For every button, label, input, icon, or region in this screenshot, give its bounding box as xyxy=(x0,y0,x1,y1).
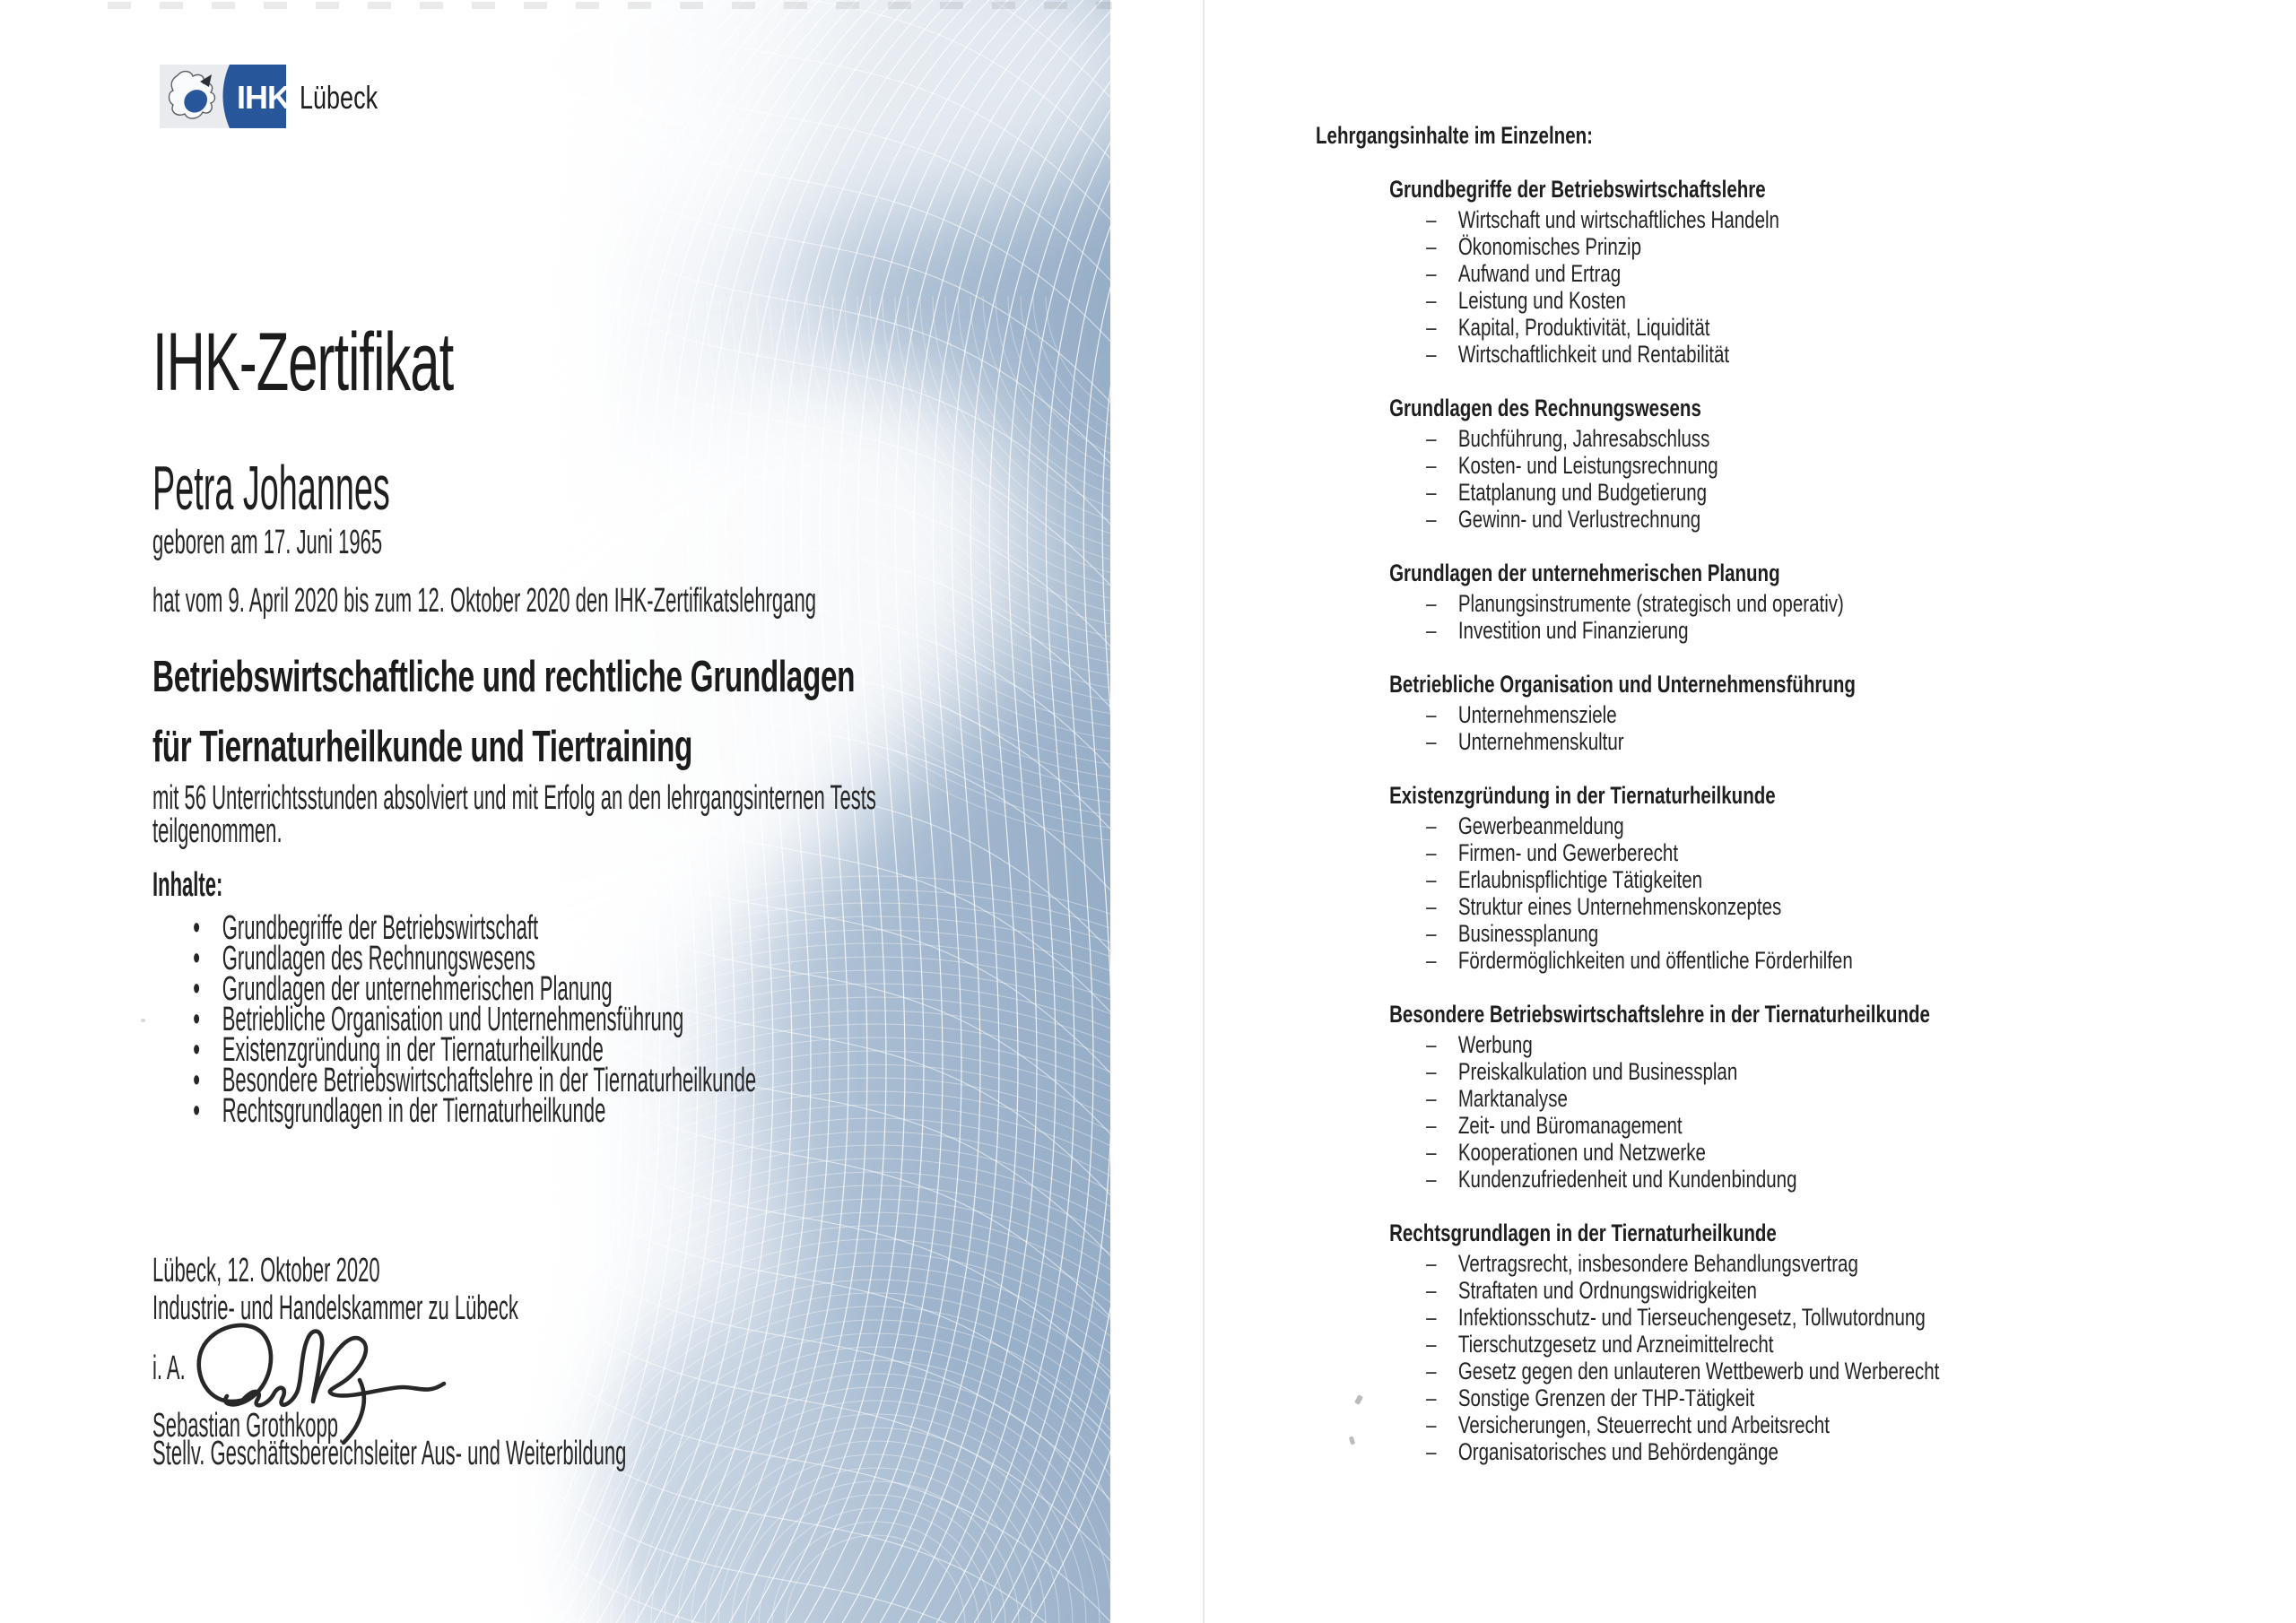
dash-icon: – xyxy=(1426,617,1437,644)
list-item xyxy=(152,970,756,1008)
dash-icon: – xyxy=(1426,728,1437,755)
list-item xyxy=(1316,1031,2296,1058)
list-item xyxy=(1316,812,2296,839)
list-item xyxy=(1316,866,2296,893)
list-item xyxy=(1316,1411,2296,1438)
completion-line: teilgenommen. xyxy=(152,812,283,850)
dash-icon: – xyxy=(1426,812,1437,839)
list-item-label: Wirtschaft und wirtschaftliches Handeln xyxy=(1457,206,1779,233)
bullet-icon: • xyxy=(193,970,200,1008)
list-item-label: Kooperationen und Netzwerke xyxy=(1457,1139,1706,1166)
dash-icon: – xyxy=(1426,1358,1437,1384)
list-item xyxy=(1316,314,2296,341)
list-item-label: Gesetz gegen den unlauteren Wettbewerb und Werberecht xyxy=(1457,1358,1940,1384)
dash-icon: – xyxy=(1426,1411,1437,1438)
list-item xyxy=(1316,1166,2296,1193)
list-item xyxy=(1316,341,2296,368)
list-item-label: Infektionsschutz- und Tierseuchengesetz, Tollwutordnung xyxy=(1457,1304,1926,1331)
list-item xyxy=(1316,1085,2296,1112)
list-item xyxy=(1316,1358,2296,1384)
signer-role: Stellv. Geschäftsbereichsleiter Aus- und Weiterbildung xyxy=(152,1435,627,1472)
signature-prefix: i. A. xyxy=(152,1350,186,1387)
list-item xyxy=(1316,1250,2296,1277)
list-item xyxy=(1316,1438,2296,1465)
dash-icon: – xyxy=(1426,314,1437,341)
list-item-label: Aufwand und Ertrag xyxy=(1457,260,1622,287)
scan-artifact-top xyxy=(108,2,1112,9)
list-item-label: Kundenzufriedenheit und Kundenbindung xyxy=(1457,1166,1797,1193)
bullet-icon: • xyxy=(193,909,200,947)
course-title-line: für Tiernaturheilkunde und Tiertraining xyxy=(152,723,692,771)
list-item-label: Businessplanung xyxy=(1457,920,1599,947)
page-edge-line xyxy=(1203,0,1205,1623)
list-item-label: Sonstige Grenzen der THP-Tätigkeit xyxy=(1457,1384,1755,1411)
dash-icon: – xyxy=(1426,233,1437,260)
list-item-label: Etatplanung und Budgetierung xyxy=(1457,479,1708,506)
list-item-label: Marktanalyse xyxy=(1457,1085,1568,1112)
list-item-label: Ökonomisches Prinzip xyxy=(1457,233,1641,260)
logo-abbr: IHK xyxy=(237,79,286,116)
bullet-icon: • xyxy=(193,1092,200,1130)
list-item-label: Existenzgründung in der Tiernaturheilkunde xyxy=(222,1031,604,1069)
list-item xyxy=(1316,233,2296,260)
section-heading: Rechtsgrundlagen in der Tiernaturheilkunde xyxy=(1389,1219,1777,1246)
list-item-label: Firmen- und Gewerberecht xyxy=(1457,839,1679,866)
dash-icon: – xyxy=(1426,452,1437,479)
list-item-label: Betriebliche Organisation und Unternehmensführung xyxy=(222,1001,684,1038)
list-item xyxy=(1316,1304,2296,1331)
list-item xyxy=(1316,452,2296,479)
course-contents-sections xyxy=(1316,176,2296,1465)
section-heading: Existenzgründung in der Tiernaturheilkunde xyxy=(1389,782,1776,809)
dash-icon: – xyxy=(1426,1166,1437,1193)
dash-icon: – xyxy=(1426,479,1437,506)
list-item-label: Werbung xyxy=(1457,1031,1533,1058)
list-item xyxy=(1316,728,2296,755)
logo-region-label: Lübeck xyxy=(300,79,378,116)
list-item xyxy=(152,1092,756,1130)
dash-icon: – xyxy=(1426,260,1437,287)
list-item xyxy=(152,1031,756,1069)
list-item-label: Preiskalkulation und Businessplan xyxy=(1457,1058,1738,1085)
bullet-icon: • xyxy=(193,1031,200,1069)
section-heading: Grundlagen des Rechnungswesens xyxy=(1389,395,1701,421)
list-item xyxy=(1316,617,2296,644)
list-item xyxy=(1316,1112,2296,1139)
list-item xyxy=(1316,947,2296,974)
section-heading: Grundbegriffe der Betriebswirtschaftslehre xyxy=(1389,176,1766,203)
list-item-label: Fördermöglichkeiten und öffentliche Förderhilfen xyxy=(1457,947,1853,974)
dash-icon: – xyxy=(1426,590,1437,617)
section-heading: Grundlagen der unternehmerischen Planung xyxy=(1389,560,1780,586)
dash-icon: – xyxy=(1426,1085,1437,1112)
completion-line: mit 56 Unterrichtsstunden absolviert und mit Erfolg an den lehrgangsinternen Tests xyxy=(152,779,876,817)
list-item-label: Investition und Finanzierung xyxy=(1457,617,1689,644)
dash-icon: – xyxy=(1426,701,1437,728)
dash-icon: – xyxy=(1426,341,1437,368)
birth-date-line: geboren am 17. Juni 1965 xyxy=(152,524,383,561)
list-item-label: Leistung und Kosten xyxy=(1457,287,1626,314)
course-title xyxy=(152,642,855,782)
list-item-label: Kosten- und Leistungsrechnung xyxy=(1457,452,1718,479)
list-item-label: Unternehmensziele xyxy=(1457,701,1617,728)
chamber-name: Industrie- und Handelskammer zu Lübeck xyxy=(152,1289,518,1327)
bullet-icon: • xyxy=(193,1001,200,1038)
list-item xyxy=(1316,425,2296,452)
list-item-label: Grundlagen der unternehmerischen Planung xyxy=(222,970,613,1008)
list-item-label: Grundbegriffe der Betriebswirtschaft xyxy=(222,909,539,947)
list-item xyxy=(152,1001,756,1038)
dash-icon: – xyxy=(1426,506,1437,533)
list-item-label: Erlaubnispflichtige Tätigkeiten xyxy=(1457,866,1703,893)
course-title-line: Betriebswirtschaftliche und rechtliche Grundlagen xyxy=(152,653,856,701)
completion-text xyxy=(152,779,876,850)
dash-icon: – xyxy=(1426,1139,1437,1166)
list-item-label: Straftaten und Ordnungswidrigkeiten xyxy=(1457,1277,1757,1304)
list-item xyxy=(1316,287,2296,314)
dash-icon: – xyxy=(1426,425,1437,452)
list-item xyxy=(152,940,756,977)
list-item xyxy=(1316,1277,2296,1304)
section-heading: Besondere Betriebswirtschaftslehre in der Tiernaturheilkunde xyxy=(1389,1001,1930,1028)
list-item xyxy=(1316,893,2296,920)
list-item xyxy=(1316,1384,2296,1411)
bullet-icon: • xyxy=(193,1062,200,1099)
list-item xyxy=(1316,701,2296,728)
dash-icon: – xyxy=(1426,1031,1437,1058)
list-item xyxy=(1316,260,2296,287)
list-item-label: Struktur eines Unternehmenskonzeptes xyxy=(1457,893,1782,920)
dash-icon: – xyxy=(1426,947,1437,974)
dash-icon: – xyxy=(1426,893,1437,920)
list-item xyxy=(1316,506,2296,533)
dash-icon: – xyxy=(1426,1331,1437,1358)
scan-speck xyxy=(141,1019,145,1022)
list-item-label: Organisatorisches und Behördengänge xyxy=(1457,1438,1779,1465)
list-item-label: Kapital, Produktivität, Liquidität xyxy=(1457,314,1710,341)
list-item xyxy=(152,1062,757,1099)
list-item-label: Planungsinstrumente (strategisch und operativ) xyxy=(1457,590,1844,617)
list-item xyxy=(152,909,756,947)
bullet-icon: • xyxy=(193,940,200,977)
list-item xyxy=(1316,1139,2296,1166)
list-item xyxy=(1316,590,2296,617)
list-item-label: Wirtschaftlichkeit und Rentabilität xyxy=(1457,341,1730,368)
course-contents-page xyxy=(1316,122,2296,1465)
list-item xyxy=(1316,479,2296,506)
list-item-label: Versicherungen, Steuerrecht und Arbeitsrecht xyxy=(1457,1411,1830,1438)
dash-icon: – xyxy=(1426,1112,1437,1139)
list-item xyxy=(1316,206,2296,233)
course-intro-line: hat vom 9. April 2020 bis zum 12. Oktober 2020 den IHK-Zertifikatslehrgang xyxy=(152,582,816,620)
dash-icon: – xyxy=(1426,866,1437,893)
dash-icon: – xyxy=(1426,1438,1437,1465)
list-item xyxy=(1316,1058,2296,1085)
list-item-label: Unternehmenskultur xyxy=(1457,728,1624,755)
dash-icon: – xyxy=(1426,206,1437,233)
list-item-label: Buchführung, Jahresabschluss xyxy=(1457,425,1710,452)
dash-icon: – xyxy=(1426,1384,1437,1411)
list-item-label: Vertragsrecht, insbesondere Behandlungsvertrag xyxy=(1457,1250,1858,1277)
list-item-label: Gewinn- und Verlustrechnung xyxy=(1457,506,1701,533)
list-item-label: Besondere Betriebswirtschaftslehre in der Tiernaturheilkunde xyxy=(222,1062,757,1099)
course-contents-header: Lehrgangsinhalte im Einzelnen: xyxy=(1316,122,1593,149)
contents-label: Inhalte: xyxy=(152,866,223,904)
list-item xyxy=(1316,1331,2296,1358)
dash-icon: – xyxy=(1426,1277,1437,1304)
dash-icon: – xyxy=(1426,1304,1437,1331)
dash-icon: – xyxy=(1426,839,1437,866)
certificate-page xyxy=(0,0,1118,1623)
list-item-label: Tierschutzgesetz und Arzneimittelrecht xyxy=(1457,1331,1774,1358)
dash-icon: – xyxy=(1426,920,1437,947)
list-item xyxy=(1316,920,2296,947)
list-item-label: Rechtsgrundlagen in der Tiernaturheilkunde xyxy=(222,1092,606,1130)
list-item xyxy=(1316,839,2296,866)
dash-icon: – xyxy=(1426,1058,1437,1085)
list-item-label: Gewerbeanmeldung xyxy=(1457,812,1624,839)
list-item-label: Grundlagen des Rechnungswesens xyxy=(222,940,535,977)
state-map-icon xyxy=(170,72,215,119)
place-date: Lübeck, 12. Oktober 2020 xyxy=(152,1252,380,1289)
contents-list xyxy=(152,909,757,1130)
dash-icon: – xyxy=(1426,1250,1437,1277)
certificate-title: IHK-Zertifikat xyxy=(152,317,454,408)
ihk-logo xyxy=(160,65,286,128)
signer-name: Sebastian Grothkopp xyxy=(152,1407,339,1445)
section-heading: Betriebliche Organisation und Unternehmensführung xyxy=(1389,671,1856,698)
recipient-name: Petra Johannes xyxy=(152,453,390,523)
list-item-label: Zeit- und Büromanagement xyxy=(1457,1112,1683,1139)
dash-icon: – xyxy=(1426,287,1437,314)
